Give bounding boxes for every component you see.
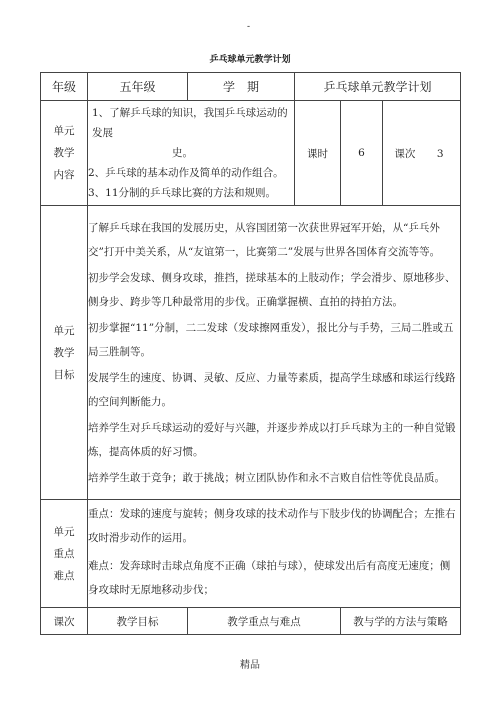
key-points-row	[41, 500, 461, 608]
goal-skills: 初步学会发球、侧身攻球，推挡，搓球基本的上肢动作；学会滑步、原地移步、侧身步、跨步等几种最常用的步伐。正确掌握横、直拍的持拍方法。	[88, 271, 456, 308]
key-label-line1: 单元	[53, 525, 75, 538]
page-footer: 精品	[240, 660, 260, 671]
grade-value: 五年级	[88, 73, 188, 101]
col-teaching-goal: 教学目标	[88, 608, 188, 635]
col-key-difficulty: 教学重点与难点	[188, 608, 341, 635]
goals-row	[41, 206, 461, 500]
key-point-focus: 重点：发球的速度与旋转；侧身攻球的技术动作与下肢步伐的协调配合；左推右攻时滑步动作的运用。	[88, 507, 456, 544]
lesson-label: 课次	[394, 147, 416, 160]
document-title: 乒乓球单元教学计划	[209, 55, 291, 65]
key-point-difficulty: 难点：发奔球时击球点角度不正确（球拍与球），使球发出后有高度无速度；侧身攻球时无原地移动步伐；	[88, 559, 451, 596]
goals-label-line2: 教学	[53, 346, 75, 359]
hours-label: 课时	[295, 101, 341, 206]
goal-history: 了解乒乓球在我国的发展历史，从容国团第一次获世界冠军开始，从“乒乓外交”打开中美关系，从“友谊第一，比赛第二”发展与世界各国体育交流等等。	[88, 221, 441, 258]
lesson-value: 3	[436, 147, 444, 160]
goal-character: 培养学生敢于竞争；敢于挑战；树立团队协作和永不言败自信性等优良品质。	[88, 471, 445, 484]
grade-label: 年级	[41, 73, 88, 101]
content-item-2: 2、乒乓球的基本动作及简单的动作组合。	[88, 167, 284, 179]
header-mark: -	[247, 22, 251, 32]
key-points-label	[41, 500, 88, 608]
lesson-header-row	[41, 608, 461, 635]
goal-interest: 培养学生对乒乓球运动的爱好与兴趣，并逐步养成以打乒乓球为主的一种自觉锻炼，提高体质的好习惯。	[88, 421, 456, 458]
content-item-1-cont: 史。	[172, 147, 193, 159]
lesson-count-cell	[383, 101, 461, 206]
goals-label	[41, 206, 88, 500]
content-label-line3: 内容	[53, 169, 75, 181]
goals-label-line1: 单元	[53, 324, 75, 337]
unit-plan-table	[40, 72, 461, 635]
col-methods: 教与学的方法与策略	[341, 608, 461, 635]
goals-text	[88, 206, 461, 500]
plan-title-cell: 乒乓球单元教学计划	[295, 73, 461, 101]
content-label-line1: 单元	[53, 125, 75, 137]
goal-rules: 初步掌握“11”分制，二二发球（发球擦网重发），报比分与手势，三局二胜或五局三胜制等。	[88, 321, 454, 358]
key-label-line2: 重点	[53, 547, 75, 560]
key-label-line3: 难点	[53, 569, 75, 582]
content-items	[88, 101, 295, 206]
hours-value: 6	[341, 101, 383, 206]
header-row	[41, 73, 461, 101]
content-item-1: 1、了解乒乓球的知识，我国乒乓球运动的发展	[92, 107, 288, 139]
content-row	[41, 101, 461, 206]
content-item-3: 3、11分制的乒乓球比赛的方法和规则。	[88, 187, 277, 199]
term-label: 学 期	[188, 73, 295, 101]
goal-fitness: 发展学生的速度、协调、灵敏、反应、力量等素质，提高学生球感和球运行线路的空间判断能力。	[88, 371, 456, 408]
col-lesson: 课次	[41, 608, 88, 635]
key-points-text	[88, 500, 461, 608]
content-label-line2: 教学	[53, 147, 75, 159]
content-label	[41, 101, 88, 206]
goals-label-line3: 目标	[53, 368, 75, 381]
